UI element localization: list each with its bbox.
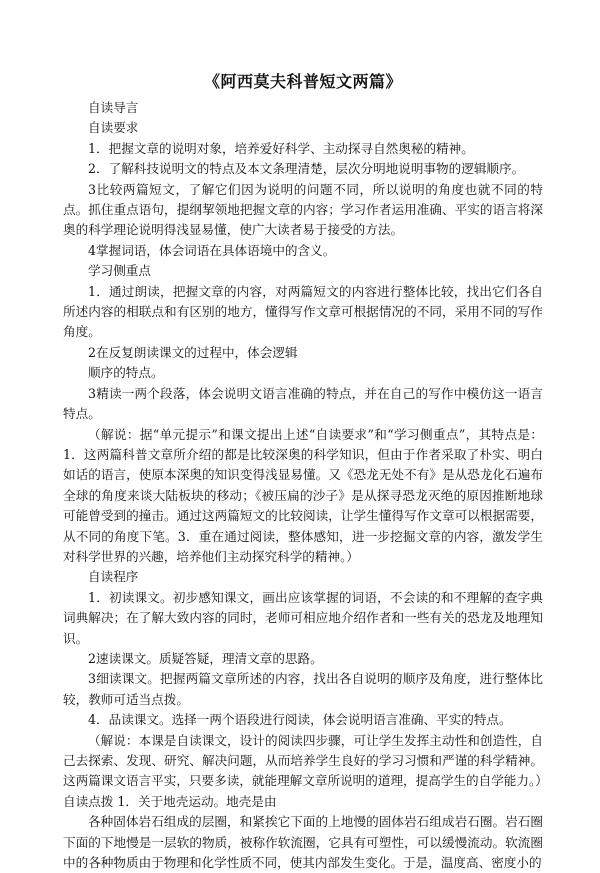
paragraph: 4掌握词语，体会词语在具体语境中的含义。	[88, 242, 336, 258]
paragraph: 2在反复朗读课文的过程中，体会逻辑	[88, 344, 298, 360]
paragraph: 自读程序	[88, 569, 139, 585]
paragraph: 自读导言	[88, 100, 139, 115]
paragraph: 1．把握文章的说明对象，培养爱好科学、主动探寻自然奥秘的精神。	[88, 140, 474, 156]
paragraph: 3细读课文。把握两篇文章所述的内容，找出各自说明的顺序及角度，进行整体比较，教师可适当点拨。	[63, 671, 543, 707]
paragraph: （解说：据“单元提示”和课文提出上述“自读要求”和“学习侧重点”，其特点是：1．这两篇科普文章所介绍的都是比较深奥的科学知识，但由于作者采取了朴实、明白如话的语言，使原本深奥的知识变得浅显易懂。又《恐龙无处不有》是从恐龙化石遍布全球的角度来谈大陆板块的移动；《被压扁的沙子》是从探寻恐龙灭绝的原因推断地球可能曾受到的撞击。通过这两篇短文的比较阅读，让学生懂得写作文章可以根据需要，从不同的角度下笔。3．重在通过阅读，整体感知，进一步挖掘文章的内容，激发学生对科学世界的兴趣，培养他们主动探究科学的精神。）	[63, 426, 543, 564]
paragraph: 2．了解科技说明文的特点及本文条理清楚，层次分明地说明事物的逻辑顺序。	[88, 161, 525, 177]
paragraph: 4．品读课文。选择一两个语段进行阅读，体会说明语言准确、平实的特点。	[88, 712, 512, 728]
paragraph: 2速读课文。质疑答疑，理清文章的思路。	[88, 650, 323, 666]
paragraph: （解说：本课是自读课文，设计的阅读四步骤，可让学生发挥主动性和创造性，自己去探索、发现、研究、解决问题，从而培养学生良好的学习习惯和严谨的科学精神。这两篇课文语言平实，只要多读，就能理解文章所说明的道理，提高学生的自学能力。）	[63, 732, 548, 789]
paragraph: 顺序的特点。	[88, 365, 164, 381]
paragraph: 1．通过朗读，把握文章的内容，对两篇短文的内容进行整体比较，找出它们各自所述内容的相联点和有区别的地方，懂得写作文章可根据情况的不同，采用不同的写作角度。	[63, 283, 543, 340]
paragraph: 自读点拨 1．关于地壳运动。地壳是由	[63, 793, 277, 809]
document-body	[63, 98, 548, 873]
paragraph: 1．初读课文。初步感知课文，画出应该掌握的词语，不会读的和不理解的查字典词典解决；在了解大致内容的同时，老师可相应地介绍作者和一些有关的恐龙及地理知识。	[63, 589, 543, 646]
paragraph: 自读要求	[88, 120, 139, 136]
paragraph: 3精读一两个段落，体会说明文语言准确的特点，并在自己的写作中模仿这一语言特点。	[63, 385, 543, 422]
paragraph: 3比较两篇短文，了解它们因为说明的问题不同，所以说明的角度也就不同的特点。抓住重点语句，提纲挈领地把握文章的内容；学习作者运用准确、平实的语言将深奥的科学理论说明得浅显易懂，使广大读者易于接受的方法。	[63, 181, 543, 238]
document-title: 《阿西莫夫科普短文两篇》	[203, 72, 402, 91]
paragraph: 学习侧重点	[88, 263, 151, 279]
document-page	[63, 72, 548, 873]
paragraph: 各种固体岩石组成的层圈，和紧挨它下面的上地慢的固体岩石组成岩石圈。岩石圈下面的下地慢是一层软的物质，被称作软流圈，它具有可塑性，可以缓慢流动。软流圈中的各种物质由于物理和化学性质不同，使其内部发生变化。于是，温度高、密度小的	[63, 814, 543, 871]
